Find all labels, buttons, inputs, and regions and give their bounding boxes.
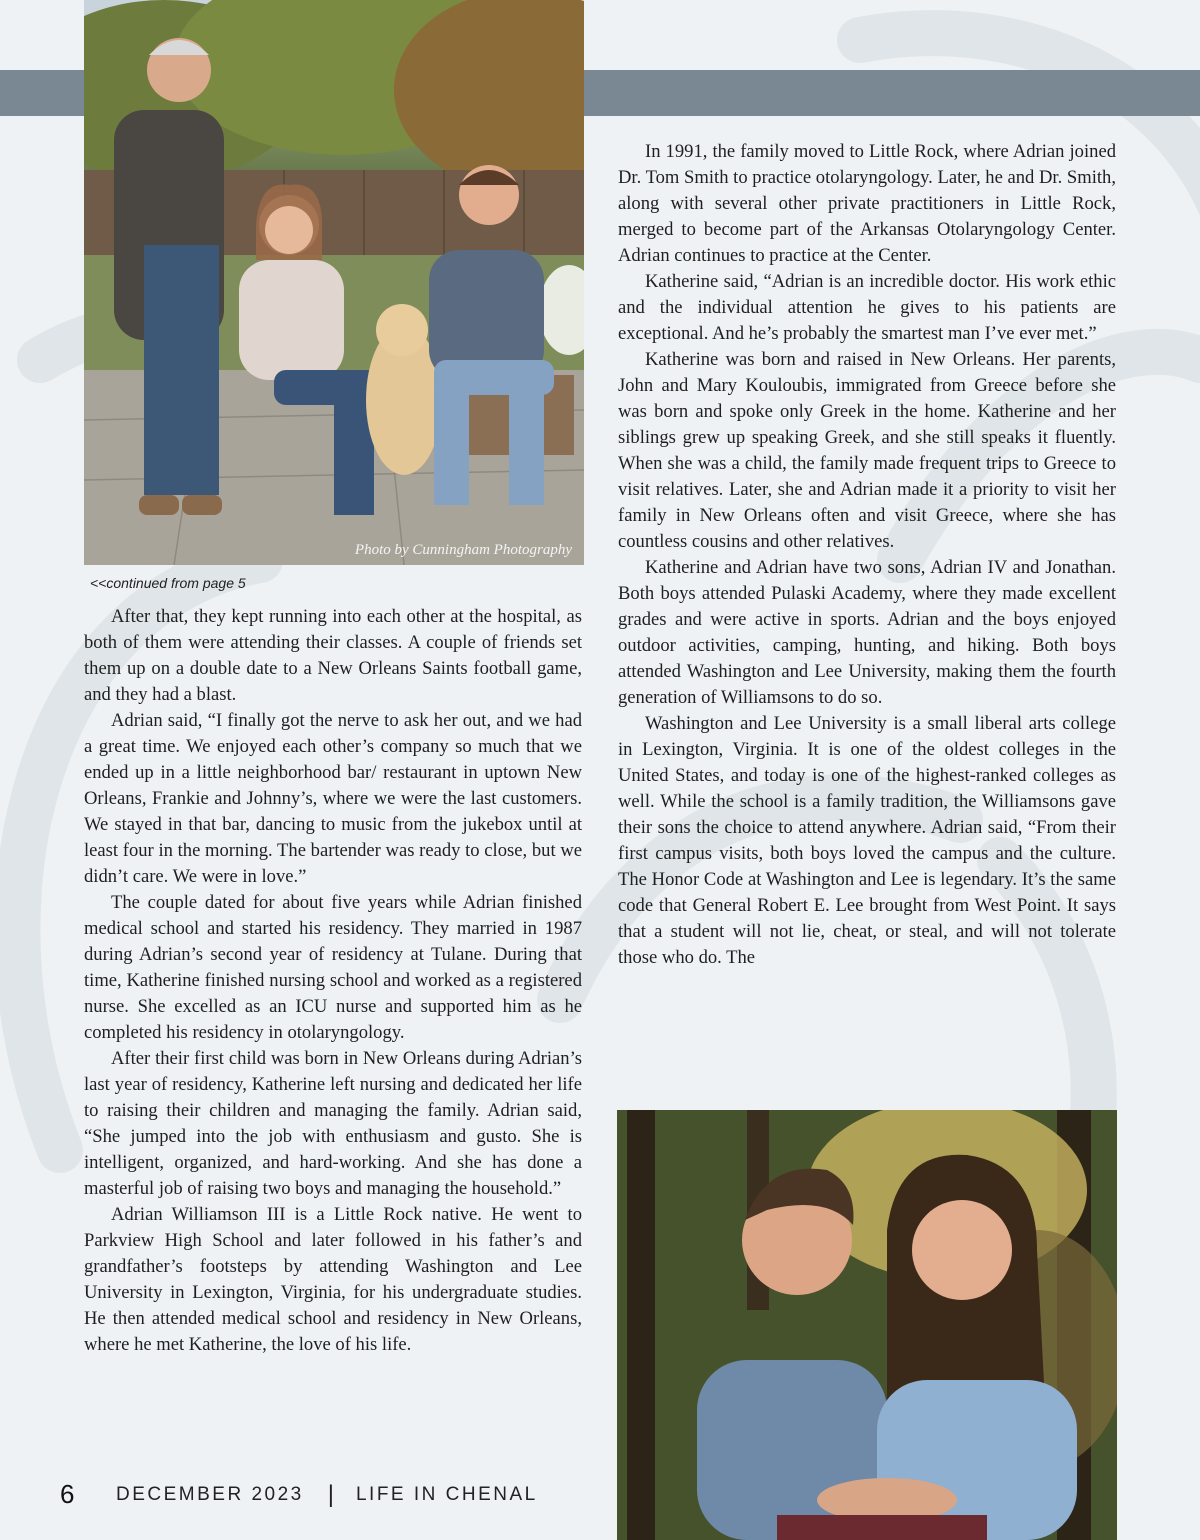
page-footer [60, 1479, 538, 1510]
paragraph: Adrian said, “I finally got the nerve to ask her out, and we had a great time. We enjoyed each other’s company so much that we ended up in a little neighborhood bar/ restaurant in uptown New Orleans, Frankie and Johnny’s, where we were the last customers. We stayed in that bar, dancing to music from the jukebox until at least four in the morning. The bartender was ready to close, but we didn’t care. We were in love.” [84, 710, 582, 887]
paragraph: Washington and Lee University is a small liberal arts college in Lexington, Virginia. It is one of the oldest colleges in the United States, and today is one of the highest-ranked colleges as well. While the school is a family tradition, the Williamsons gave their sons the choice to attend anywhere. Adrian said, “From their first campus visits, both boys loved the campus and the culture. The Honor Code at Washington and Lee is legendary. It’s the same code that General Robert E. Lee brought from West Point. It says that a student will not lie, cheat, or steal, and will not tolerate those who do. The [618, 713, 1116, 968]
family-photo [84, 0, 584, 565]
family-photo-illustration [84, 0, 584, 565]
paragraph: In 1991, the family moved to Little Rock, where Adrian joined Dr. Tom Smith to practice otolaryngology. Later, he and Dr. Smith, along with several other private practitioners in Little Rock, merged to become part of the Arkansas Otolaryngology Center. Adrian continues to practice at the Center. [618, 141, 1116, 266]
photo-credit: Photo by Cunningham Photography [354, 542, 572, 558]
footer-separator: | [327, 1480, 334, 1508]
page-number: 6 [60, 1479, 75, 1509]
paragraph: Katherine said, “Adrian is an incredible doctor. His work ethic and the individual attention he gives to his patients are exceptional. And he’s probably the smartest man I’ve ever met.” [618, 271, 1116, 344]
paragraph: After that, they kept running into each other at the hospital, as both of them were attending their classes. A couple of friends set them up on a double date to a New Orleans Saints football game, and they had a blast. [84, 606, 582, 705]
paragraph: Katherine and Adrian have two sons, Adrian IV and Jonathan. Both boys attended Pulaski Academy, where they made excellent grades and were active in sports. Adrian and the boys enjoyed outdoor activities, camping, hunting, and hiking. Both boys attended Washington and Lee University, making them the fourth generation of Williamsons to do so. [618, 557, 1116, 708]
magazine-title: LIFE IN CHENAL [355, 1483, 538, 1505]
paragraph: Adrian Williamson III is a Little Rock native. He went to Parkview High School and later followed in his father’s and grandfather’s footsteps by attending Washington and Lee University in Lexington, Virginia, for his undergraduate studies. He then attended medical school and residency in New Orleans, where he met Katherine, the love of his life. [84, 1204, 582, 1355]
right-column [618, 139, 1116, 971]
paragraph: After their first child was born in New Orleans during Adrian’s last year of residency, Katherine left nursing and dedicated her life to raising their children and managing the family. Adrian said, “She jumped into the job with enthusiasm and gusto. She is intelligent, organized, and hard-working. And she has done a masterful job of raising two boys and managing the household.” [84, 1048, 582, 1199]
couple-photo [617, 1110, 1117, 1540]
issue-date: DECEMBER 2023 [116, 1483, 304, 1505]
couple-photo-illustration [617, 1110, 1117, 1540]
left-column [84, 604, 582, 1358]
paragraph: Katherine was born and raised in New Orleans. Her parents, John and Mary Kouloubis, immigrated from Greece before she was born and spoke only Greek in the home. Katherine and her siblings grew up speaking Greek, and she still speaks it fluently. When she was a child, the family made frequent trips to Greece to visit relatives. Later, she and Adrian made it a priority to visit her family in New Orleans often and visit Greece, where she has countless cousins and other relatives. [618, 349, 1116, 552]
paragraph: The couple dated for about five years while Adrian finished medical school and started his residency. They married in 1987 during Adrian’s second year of residency at Tulane. During that time, Katherine finished nursing school and worked as a registered nurse. She excelled as an ICU nurse and supported him as he completed his residency in otolaryngology. [84, 892, 582, 1043]
continued-note: <<continued from page 5 [90, 575, 246, 591]
